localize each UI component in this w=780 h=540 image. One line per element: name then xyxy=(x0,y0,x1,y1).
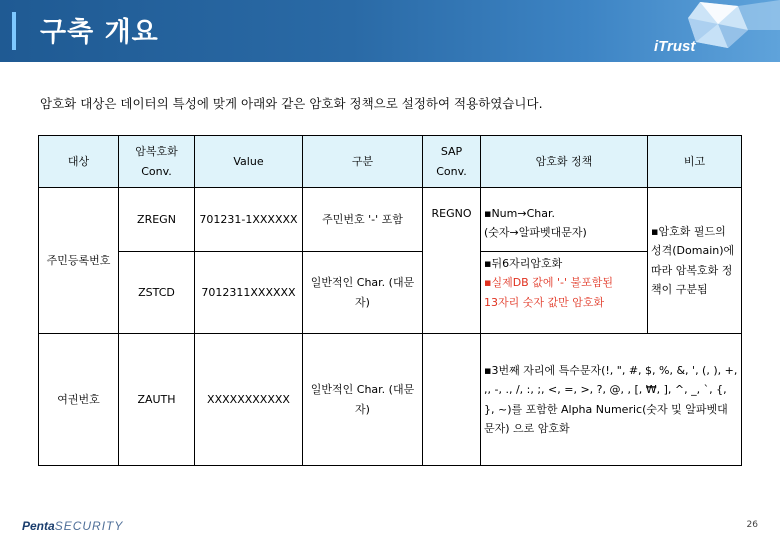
col-header-conv xyxy=(119,136,195,188)
cell-conv: ZSTCD xyxy=(119,252,195,334)
cell-policy-passport: ▪3번째 자리에 특수문자(!, ", #, $, %, &, ', (, ), +, ,, -, ., /, :, ;, <, =, >, ?, @, , [, ₩, ], ^, _, `, {, }, ~)를 포함한 Alpha Numeric(숫자 및 알파벳대문자) 으로 암호화 xyxy=(481,334,742,466)
crystal-logo-graphic xyxy=(630,0,780,62)
col-header-policy: 암호화 정책 xyxy=(481,136,648,188)
table-row xyxy=(39,252,742,334)
table-row xyxy=(39,334,742,466)
cell-policy xyxy=(481,252,648,334)
policy-num-to-char: ▪Num→Char. xyxy=(484,207,555,220)
col-header-target: 대상 xyxy=(39,136,119,188)
policy-note-red-line1: ▪실제DB 값에 '-' 불포함된 xyxy=(484,276,613,290)
encryption-policy-table xyxy=(38,135,742,466)
itrust-logo: iTrust xyxy=(654,38,696,55)
intro-text: 암호화 대상은 데이터의 특성에 맞게 아래와 같은 암호화 정책으로 설정하여 적용하였습니다. xyxy=(40,96,543,111)
title-accent-bar xyxy=(12,12,16,50)
cell-category: 주민번호 '-' 포함 xyxy=(303,188,423,252)
cell-category: 일반적인 Char. (대문자) xyxy=(303,334,423,466)
cell-category: 일반적인 Char. (대문자) xyxy=(303,252,423,334)
col-header-category: 구분 xyxy=(303,136,423,188)
title-banner xyxy=(0,0,780,62)
col-header-value: Value xyxy=(195,136,303,188)
logo-security: SECURITY xyxy=(54,519,124,533)
table-row xyxy=(39,188,742,252)
policy-last-six-digits: ▪뒤6자리암호화 xyxy=(484,257,563,270)
slide-title: 구축 개요 xyxy=(40,17,159,48)
cell-target-resident-id: 주민등록번호 xyxy=(39,188,119,334)
policy-num-to-char-detail: (숫자→알파벳대문자) xyxy=(484,226,587,240)
cell-target-passport: 여권번호 xyxy=(39,334,119,466)
policy-note-red-line2: 13자리 숫자 값만 암호화 xyxy=(484,295,605,309)
col-header-sap xyxy=(423,136,481,188)
cell-value: 7012311XXXXXX xyxy=(195,252,303,334)
cell-conv: ZREGN xyxy=(119,188,195,252)
col-header-sap-line1: SAP xyxy=(440,145,463,159)
cell-value: 701231-1XXXXXX xyxy=(195,188,303,252)
cell-value: XXXXXXXXXXX xyxy=(195,334,303,466)
cell-note: ▪암호화 필드의 성격(Domain)에 따라 암복호화 정책이 구분됨 xyxy=(648,188,742,334)
table-header-row xyxy=(39,136,742,188)
logo-penta: Penta xyxy=(22,519,55,533)
page-number: 26 xyxy=(746,520,758,530)
col-header-conv-line1: 암복호화 xyxy=(135,145,178,159)
pentasecurity-logo xyxy=(22,519,123,533)
cell-sap: REGNO xyxy=(423,188,481,334)
cell-sap-empty xyxy=(423,334,481,466)
cell-policy xyxy=(481,188,648,252)
col-header-note: 비고 xyxy=(648,136,742,188)
col-header-conv-line2: Conv. xyxy=(141,164,172,178)
cell-conv: ZAUTH xyxy=(119,334,195,466)
col-header-sap-line2: Conv. xyxy=(436,164,467,178)
